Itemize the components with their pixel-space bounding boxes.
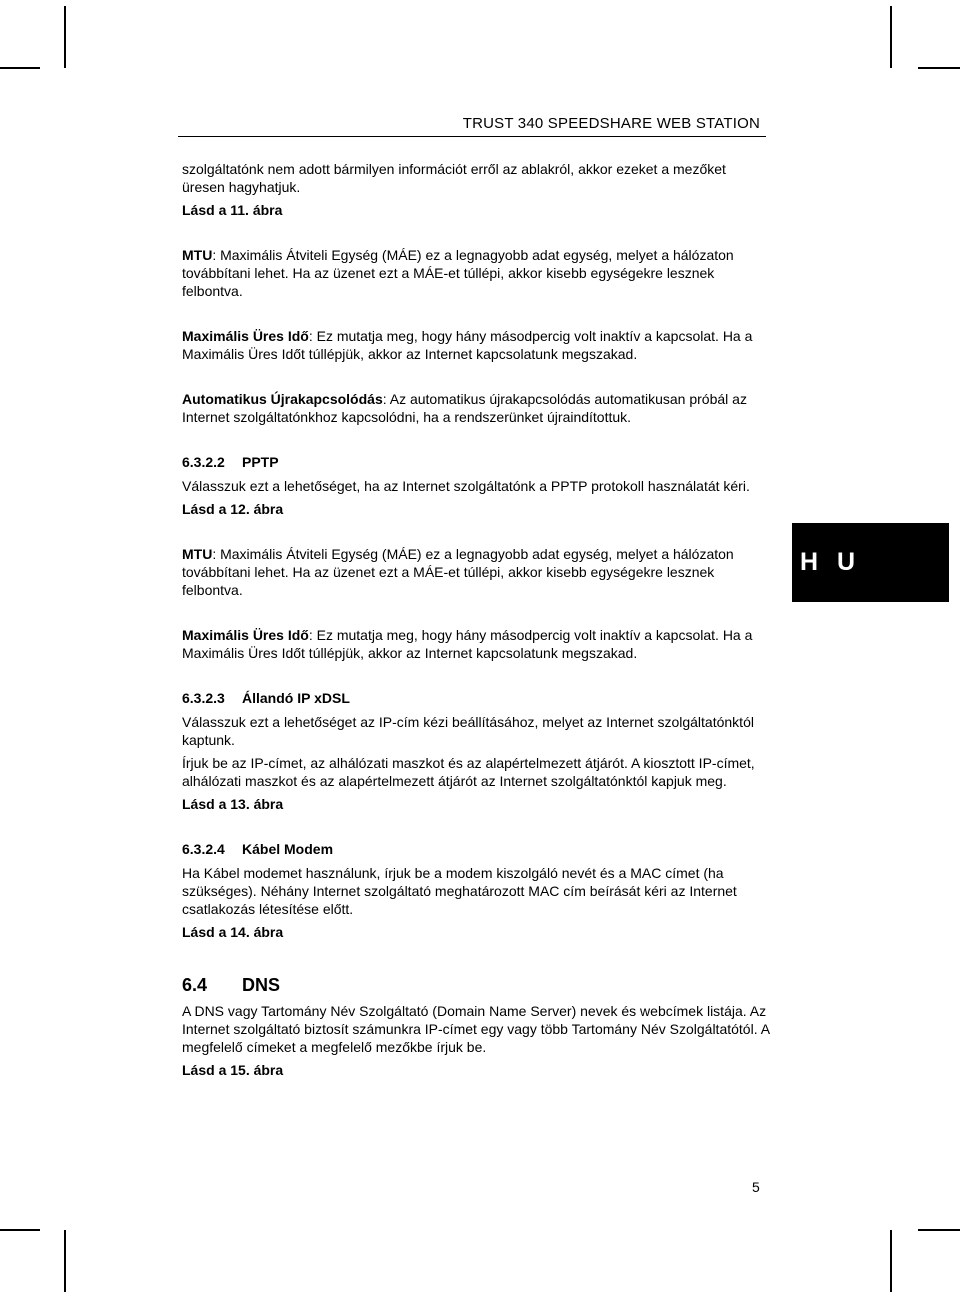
header-rule (178, 136, 766, 137)
figure-reference: Lásd a 11. ábra (182, 202, 283, 218)
page-content (182, 160, 772, 1079)
paragraph-idle-time: Maximális Üres Idő: Ez mutatja meg, hogy hány másodpercig volt inaktív a kapcsolat. Ha a Maximális Üres Időt túllépjük, akkor az Internet kapcsolatunk megszakad. (182, 328, 753, 362)
paragraph-intro: szolgáltatónk nem adott bármilyen információt erről az ablakról, akkor ezeket a mezőket üresen hagyhatjuk. (182, 161, 726, 195)
section-heading-pptp: 6.3.2.2 PPTP (182, 454, 279, 470)
paragraph-idle-time: Maximális Üres Idő: Ez mutatja meg, hogy hány másodpercig volt inaktív a kapcsolat. Ha a Maximális Üres Időt túllépjük, akkor az Internet kapcsolatunk megszakad. (182, 627, 753, 661)
paragraph-dns: A DNS vagy Tartomány Név Szolgáltató (Domain Name Server) nevek és webcímek listája. Az Internet szolgáltató biztosít számunkra IP-címet egy vagy több Tartomány Név Szolgáltatótól. A megfelelő címeket a megfelelő mezőkbe írjuk be. (182, 1003, 770, 1055)
figure-reference: Lásd a 15. ábra (182, 1062, 284, 1078)
paragraph-auto-reconnect: Automatikus Újrakapcsolódás: Az automatikus újrakapcsolódás automatikusan próbál az Internet szolgáltatónkhoz kapcsolódni, ha a rendszerünket újraindítottuk. (182, 391, 747, 425)
crop-mark (890, 1230, 892, 1292)
crop-mark (64, 6, 66, 68)
section-heading-static-ip: 6.3.2.3 Állandó IP xDSL (182, 690, 350, 706)
paragraph-mtu: MTU: Maximális Átviteli Egység (MÁE) ez a legnagyobb adat egység, melyet a hálózaton továbbítani lehet. Ha az üzenet ezt a MÁE-et túllépi, akkor kisebb egységekre lesznek felbontva. (182, 546, 734, 598)
paragraph-mtu: MTU: Maximális Átviteli Egység (MÁE) ez a legnagyobb adat egység, melyet a hálózaton továbbítani lehet. Ha az üzenet ezt a MÁE-et túllépi, akkor kisebb egységekre lesznek felbontva. (182, 247, 734, 299)
term-mtu: MTU (182, 546, 213, 562)
section-heading-dns: 6.4 DNS (182, 975, 281, 995)
term-idle-time: Maximális Üres Idő (182, 627, 309, 643)
crop-mark (918, 1229, 960, 1231)
term-mtu: MTU (182, 247, 213, 263)
header-title: TRUST 340 SPEEDSHARE WEB STATION (462, 115, 760, 132)
crop-mark (918, 67, 960, 69)
page-number: 5 (752, 1179, 760, 1195)
figure-reference: Lásd a 13. ábra (182, 796, 284, 812)
figure-reference: Lásd a 12. ábra (182, 501, 284, 517)
crop-mark (890, 6, 892, 68)
language-tab: H U (792, 523, 949, 602)
crop-mark (0, 1229, 40, 1231)
paragraph-cable-modem: Ha Kábel modemet használunk, írjuk be a modem kiszolgáló nevét és a MAC címet (ha szükséges). Néhány Internet szolgáltató meghatározott MAC cím beírását kéri az Internet csatlakozás létesítése előtt. (182, 865, 737, 917)
crop-mark (0, 67, 40, 69)
term-idle-time: Maximális Üres Idő (182, 328, 309, 344)
section-heading-cable-modem: 6.3.2.4 Kábel Modem (182, 841, 334, 857)
paragraph-static-ip: Válasszuk ezt a lehetőséget az IP-cím kézi beállításához, melyet az Internet szolgáltatónktól kaptunk. (182, 714, 754, 748)
figure-reference: Lásd a 14. ábra (182, 924, 284, 940)
term-auto-reconnect: Automatikus Újrakapcsolódás (182, 391, 383, 407)
paragraph-pptp: Válasszuk ezt a lehetőséget, ha az Internet szolgáltatónk a PPTP protokoll használatát kéri. (182, 478, 750, 494)
paragraph-static-ip-details: Írjuk be az IP-címet, az alhálózati maszkot és az alapértelmezett átjárót. A kiosztott IP-címet, alhálózati maszkot és az alapértelmezett átjárót az Internet szolgáltatónktól kapjuk meg. (182, 755, 755, 789)
crop-mark (64, 1230, 66, 1292)
